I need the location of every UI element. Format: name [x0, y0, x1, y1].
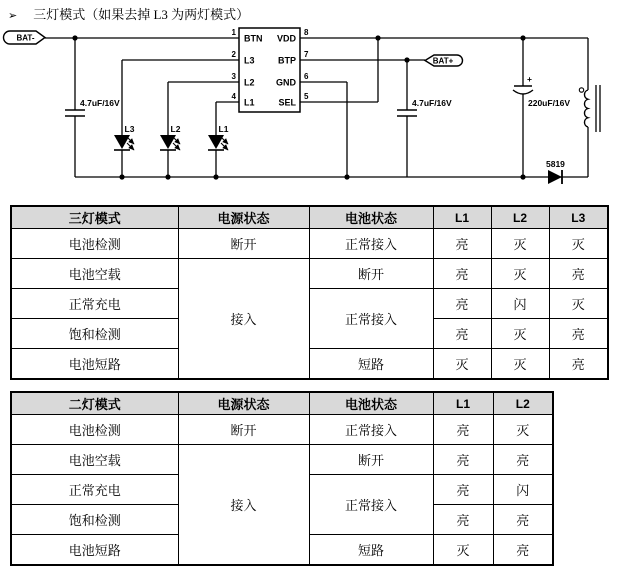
col-header-l1: L1	[433, 206, 491, 229]
col-header-battery: 电池状态	[309, 392, 433, 415]
cell-l3: 亮	[549, 319, 608, 349]
table-row	[11, 349, 608, 380]
cell-power: 断开	[178, 415, 309, 445]
cell-l2: 灭	[493, 415, 553, 445]
cell-mode: 饱和检测	[11, 505, 178, 535]
col-header-l3: L3	[549, 206, 608, 229]
cell-l2: 灭	[491, 319, 549, 349]
ic-pin-label-sel: SEL	[278, 97, 296, 108]
cap-output-value: 4.7uF/16V	[412, 98, 452, 108]
led-label-l2: L2	[170, 124, 181, 134]
capacitor-icon	[397, 110, 417, 116]
diode-label: 5819	[546, 159, 565, 169]
circuit-diagram	[0, 24, 618, 192]
cell-l2: 亮	[493, 535, 553, 566]
cell-l1: 亮	[433, 475, 493, 505]
cell-l1: 灭	[433, 349, 491, 380]
cell-mode: 正常充电	[11, 475, 178, 505]
ic-pin-label-btp: BTP	[278, 55, 296, 66]
cell-l3: 亮	[549, 349, 608, 380]
cell-l3: 亮	[549, 259, 608, 289]
bat-plus-label: BAT+	[432, 56, 454, 66]
led-icon-l1	[208, 135, 228, 150]
ic-pin-label-btn: BTN	[244, 33, 263, 44]
cell-l2: 亮	[493, 505, 553, 535]
col-header-l2: L2	[493, 392, 553, 415]
bat-minus-label: BAT-	[16, 33, 35, 43]
cell-mode: 电池空载	[11, 445, 178, 475]
cell-battery: 正常接入	[309, 229, 433, 259]
section-title	[8, 4, 249, 23]
cell-battery: 断开	[309, 445, 433, 475]
cell-mode: 电池短路	[11, 349, 178, 380]
cell-power-merged: 接入	[178, 259, 309, 380]
led-icon-l2	[160, 135, 180, 150]
pin-number-2: 2	[231, 50, 236, 59]
cell-l1: 亮	[433, 505, 493, 535]
capacitor-icon	[65, 110, 85, 116]
cell-l3: 灭	[549, 229, 608, 259]
pin-number-7: 7	[304, 50, 309, 59]
table-row	[11, 445, 553, 475]
cell-l1: 亮	[433, 415, 493, 445]
section-title-text: 三灯模式（如果去掉 L3 为两灯模式）	[33, 7, 250, 22]
ic-pin-label-l1: L1	[244, 97, 255, 108]
pin-number-4: 4	[231, 92, 236, 101]
table-header-row	[11, 392, 553, 415]
electrolytic-capacitor-curved-plate	[513, 90, 533, 94]
cell-l2: 亮	[493, 445, 553, 475]
cell-power-merged: 接入	[178, 445, 309, 566]
cell-mode: 饱和检测	[11, 319, 178, 349]
cell-l1: 亮	[433, 229, 491, 259]
cell-battery-merged: 正常接入	[309, 475, 433, 535]
pin-number-6: 6	[304, 72, 309, 81]
cell-mode: 电池空载	[11, 259, 178, 289]
cell-l2: 闪	[493, 475, 553, 505]
cell-l1: 灭	[433, 535, 493, 566]
cell-l3: 灭	[549, 289, 608, 319]
col-header-power: 电源状态	[178, 392, 309, 415]
cell-battery: 断开	[309, 259, 433, 289]
cell-battery-merged: 正常接入	[309, 289, 433, 349]
col-header-mode: 二灯模式	[11, 392, 178, 415]
cell-mode: 电池检测	[11, 415, 178, 445]
transformer-icon	[579, 85, 600, 132]
led-label-l3: L3	[124, 124, 135, 134]
circuit-wires	[45, 38, 588, 177]
pin-number-1: 1	[231, 28, 236, 37]
cell-l2: 灭	[491, 349, 549, 380]
table-header-row	[11, 206, 608, 229]
ic-pin-label-l2: L2	[244, 77, 255, 88]
cell-mode: 电池检测	[11, 229, 178, 259]
cell-mode: 正常充电	[11, 289, 178, 319]
cell-mode: 电池短路	[11, 535, 178, 566]
cap-input-value: 4.7uF/16V	[80, 98, 120, 108]
pin-number-8: 8	[304, 28, 309, 37]
cell-l1: 亮	[433, 289, 491, 319]
led-label-l1: L1	[218, 124, 229, 134]
bat-minus-flag	[4, 31, 46, 44]
cell-l1: 亮	[433, 259, 491, 289]
cap-bulk-value: 220uF/16V	[528, 98, 571, 108]
cell-l2: 灭	[491, 229, 549, 259]
cell-battery: 短路	[309, 535, 433, 566]
cap-polarity-plus: +	[527, 74, 532, 84]
pin-number-3: 3	[231, 72, 236, 81]
cell-power: 断开	[178, 229, 309, 259]
table-row	[11, 415, 553, 445]
table-row	[11, 259, 608, 289]
bat-plus-flag	[425, 55, 463, 66]
col-header-mode: 三灯模式	[11, 206, 178, 229]
two-light-mode-table	[10, 391, 554, 566]
pin-number-5: 5	[304, 92, 309, 101]
cell-l1: 亮	[433, 445, 493, 475]
col-header-l1: L1	[433, 392, 493, 415]
table-row	[11, 229, 608, 259]
col-header-power: 电源状态	[178, 206, 309, 229]
diode-icon	[548, 170, 562, 184]
table-row	[11, 289, 608, 319]
cell-l2: 闪	[491, 289, 549, 319]
col-header-battery: 电池状态	[309, 206, 433, 229]
winding-phase-dot	[579, 88, 583, 92]
col-header-l2: L2	[491, 206, 549, 229]
cell-l2: 灭	[491, 259, 549, 289]
ic-pin-label-vdd: VDD	[276, 33, 296, 44]
cell-battery: 正常接入	[309, 415, 433, 445]
led-icon-l3	[114, 135, 134, 150]
three-light-mode-table	[10, 205, 609, 380]
cell-l1: 亮	[433, 319, 491, 349]
ic-pin-label-l3: L3	[244, 55, 255, 66]
arrow-bullet-icon: ➢	[8, 10, 18, 22]
ic-pin-label-gnd: GND	[276, 77, 296, 88]
cell-battery: 短路	[309, 349, 433, 380]
